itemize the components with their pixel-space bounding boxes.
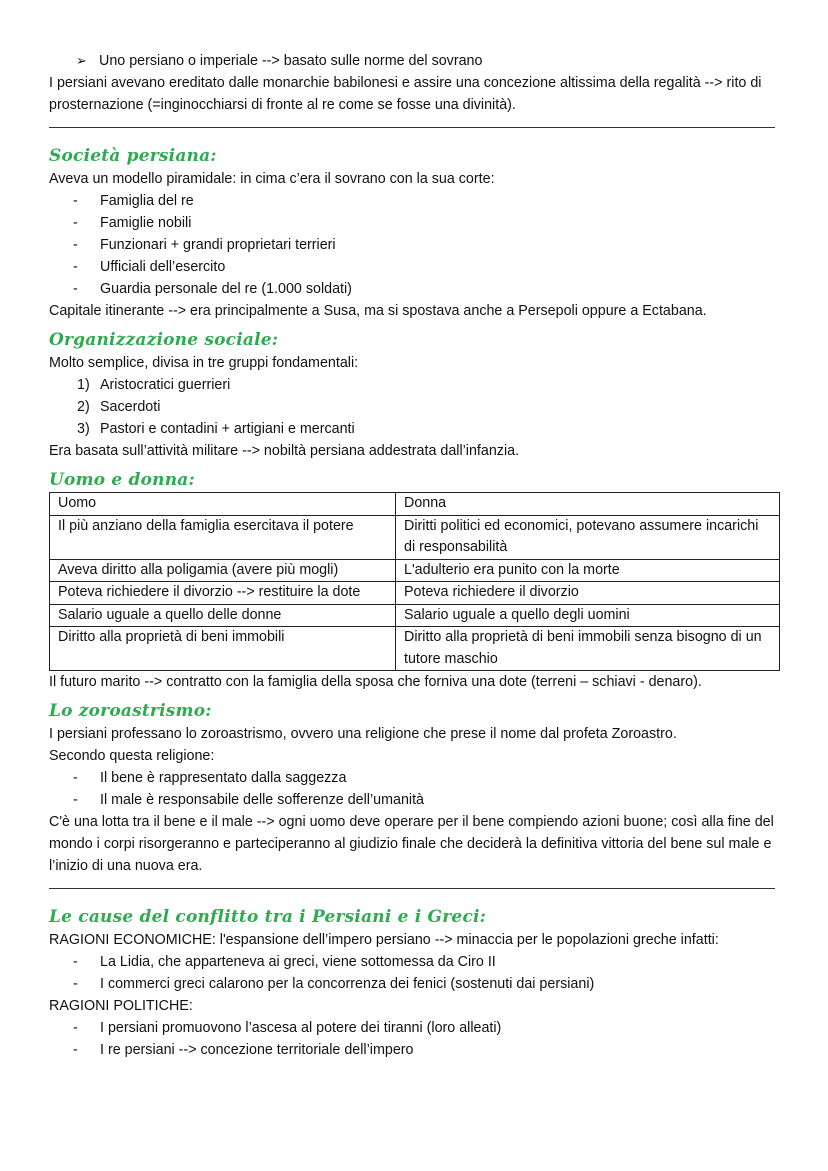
- table-row: [50, 559, 780, 582]
- list-item: - Funzionari + grandi proprietari terrieri: [49, 234, 775, 256]
- dash-bullet: -: [73, 281, 78, 297]
- uomo-donna-after: Il futuro marito --> contratto con la famiglia della sposa che forniva una dote (terreni – schiavi - denaro).: [49, 674, 702, 690]
- table-row: [50, 604, 780, 627]
- cause-pol-list: [49, 1017, 775, 1061]
- table-row: [50, 627, 780, 671]
- cause-econ-lead: RAGIONI ECONOMICHE: l'espansione dell’impero persiano --> minaccia per le popolazioni greche infatti:: [49, 932, 719, 948]
- heading-zoroastrismo: Lo zoroastrismo:: [49, 701, 212, 721]
- dash-bullet: -: [73, 237, 78, 253]
- societa-after: Capitale itinerante --> era principalmente a Susa, ma si spostava anche a Persepoli oppure a Ectabana.: [49, 303, 707, 319]
- page: [49, 50, 775, 1061]
- list-item: - Il bene è rappresentato dalla saggezza: [49, 767, 775, 789]
- table-cell: Il più anziano della famiglia esercitava il potere: [50, 515, 396, 559]
- list-item: - Famiglia del re: [49, 190, 775, 212]
- dash-bullet: -: [73, 259, 78, 275]
- divider: [49, 888, 775, 889]
- list-number: 2): [77, 399, 90, 415]
- divider: [49, 127, 775, 128]
- arrow-bullet-icon: ➢: [76, 53, 87, 68]
- cause-pol-lead: RAGIONI POLITICHE:: [49, 998, 193, 1014]
- arrow-list-item: [49, 50, 775, 72]
- column-header-uomo: Uomo: [50, 493, 396, 516]
- table-cell: L'adulterio era punito con la morte: [396, 559, 780, 582]
- dash-bullet: -: [73, 215, 78, 231]
- list-item: 1) Aristocratici guerrieri: [49, 374, 775, 396]
- list-item: - I commerci greci calarono per la concorrenza dei fenici (sostenuti dai persiani): [49, 973, 775, 995]
- table-cell: Salario uguale a quello degli uomini: [396, 604, 780, 627]
- table-row: [50, 515, 780, 559]
- dash-bullet: -: [73, 792, 78, 808]
- zoroastrismo-p1: I persiani professano lo zoroastrismo, ovvero una religione che prese il nome dal profeta Zoroastro.: [49, 726, 677, 742]
- table-cell: Aveva diritto alla poligamia (avere più mogli): [50, 559, 396, 582]
- table-cell: Poteva richiedere il divorzio: [396, 582, 780, 605]
- dash-bullet: -: [73, 1042, 78, 1058]
- organizzazione-after: Era basata sull’attività militare --> nobiltà persiana addestrata dall’infanzia.: [49, 443, 520, 459]
- zoroastrismo-after: C'è una lotta tra il bene e il male --> ogni uomo deve operare per il bene compiendo azioni buone; così alla fine del mondo i corpi risorgeranno e parteciperanno al giudizio finale che deciderà la definitiva vittoria del bene sul male e l’inizio di una nuova era.: [49, 814, 774, 874]
- list-number: 3): [77, 421, 90, 437]
- cause-econ-list: [49, 951, 775, 995]
- column-header-donna: Donna: [396, 493, 780, 516]
- table-cell: Salario uguale a quello delle donne: [50, 604, 396, 627]
- list-item: - I persiani promuovono l’ascesa al potere dei tiranni (loro alleati): [49, 1017, 775, 1039]
- heading-cause: Le cause del conflitto tra i Persiani e i Greci:: [49, 907, 487, 927]
- table-cell: Poteva richiedere il divorzio --> restituire la dote: [50, 582, 396, 605]
- dash-bullet: -: [73, 954, 78, 970]
- list-item: - Guardia personale del re (1.000 soldati): [49, 278, 775, 300]
- table-header-row: [50, 493, 780, 516]
- dash-bullet: -: [73, 193, 78, 209]
- table-row: [50, 582, 780, 605]
- organizzazione-lead: Molto semplice, divisa in tre gruppi fondamentali:: [49, 355, 359, 371]
- arrow-item-text: Uno persiano o imperiale --> basato sulle norme del sovrano: [99, 53, 483, 69]
- list-item: - Ufficiali dell’esercito: [49, 256, 775, 278]
- societa-list: [49, 190, 775, 300]
- dash-bullet: -: [73, 1020, 78, 1036]
- list-item: 3) Pastori e contadini + artigiani e mercanti: [49, 418, 775, 440]
- table-cell: Diritti politici ed economici, potevano assumere incarichi di responsabilità: [396, 515, 780, 559]
- zoroastrismo-list: [49, 767, 775, 811]
- zoroastrismo-p2: Secondo questa religione:: [49, 748, 215, 764]
- heading-societa: Società persiana:: [49, 146, 217, 166]
- list-item: - I re persiani --> concezione territoriale dell’impero: [49, 1039, 775, 1061]
- dash-bullet: -: [73, 770, 78, 786]
- intro-paragraph: I persiani avevano ereditato dalle monarchie babilonesi e assire una concezione altissima della regalità --> rito di prosternazione (=inginocchiarsi di fronte al re come se fosse una divinità).: [49, 75, 762, 113]
- list-number: 1): [77, 377, 90, 393]
- list-item: - Il male è responsabile delle sofferenze dell’umanità: [49, 789, 775, 811]
- table-cell: Diritto alla proprietà di beni immobili senza bisogno di un tutore maschio: [396, 627, 780, 671]
- organizzazione-list: [49, 374, 775, 440]
- heading-uomo-donna: Uomo e donna:: [49, 470, 195, 490]
- societa-lead: Aveva un modello piramidale: in cima c’era il sovrano con la sua corte:: [49, 171, 495, 187]
- heading-organizzazione: Organizzazione sociale:: [49, 330, 279, 350]
- uomo-donna-table: [49, 492, 780, 671]
- list-item: - La Lidia, che apparteneva ai greci, viene sottomessa da Ciro II: [49, 951, 775, 973]
- dash-bullet: -: [73, 976, 78, 992]
- list-item: - Famiglie nobili: [49, 212, 775, 234]
- list-item: 2) Sacerdoti: [49, 396, 775, 418]
- table-cell: Diritto alla proprietà di beni immobili: [50, 627, 396, 671]
